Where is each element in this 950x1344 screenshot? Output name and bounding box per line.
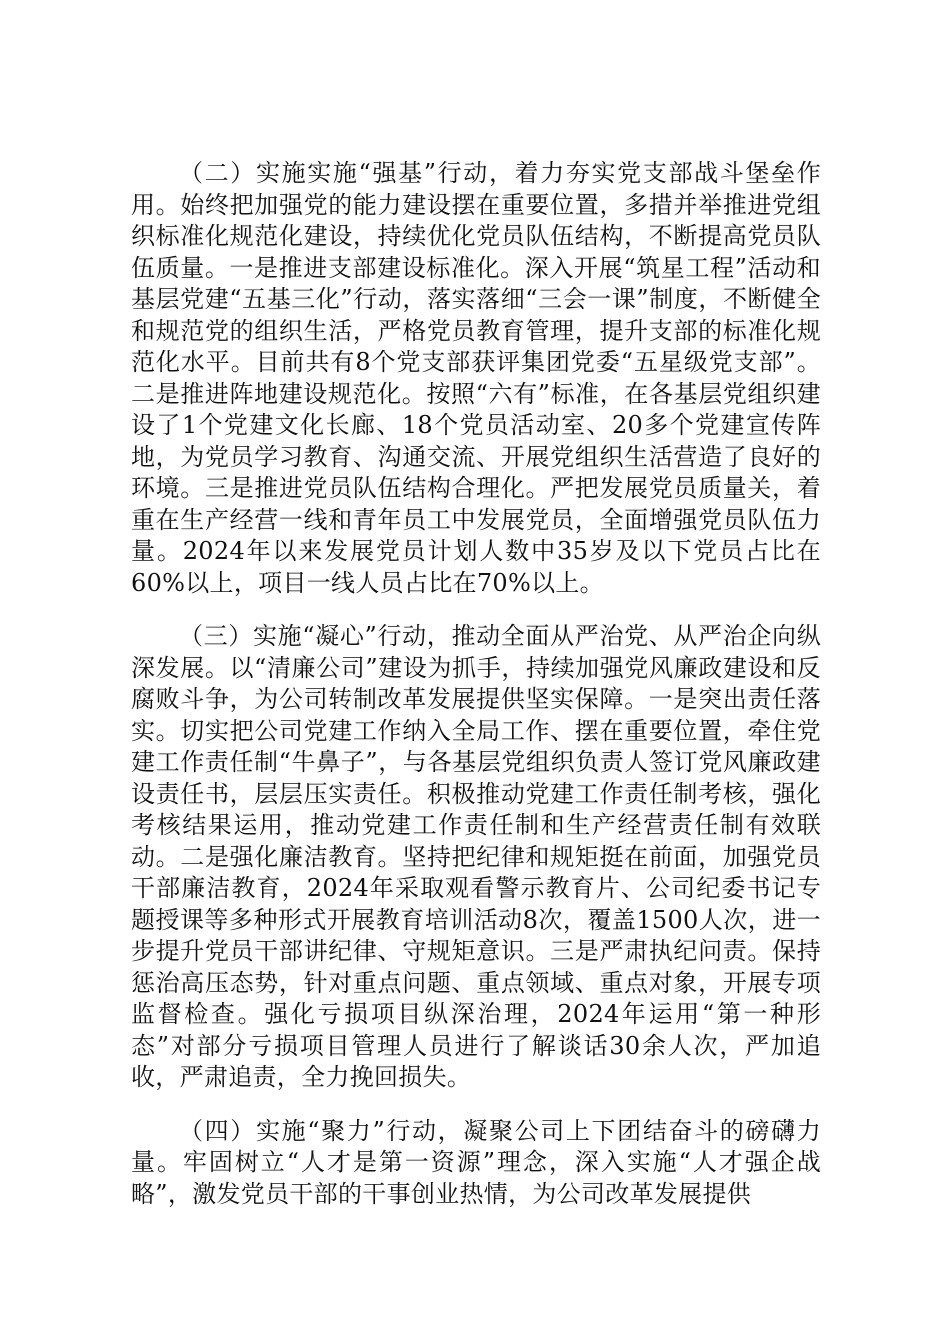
paragraph-qiangji: （二）实施实施“强基”行动，着力夯实党支部战斗堡垒作用。始终把加强党的能力建设摆在重要位置，多措并举推进党组织标准化规范化建设，持续优化党员队伍结构，不断提高党员队伍质量。一是推进支部建设标准化。深入开展“筑星工程”活动和基层党建“五基三化”行动，落实落细“三会一课”制度，不断健全和规范党的组织生活，严格党员教育管理，提升支部的标准化规范化水平。目前共有8个党支部获评集团党委“五星级党支部”。二是推进阵地建设规范化。按照“六有”标准，在各基层党组织建设了1个党建文化长廊、18个党员活动室、20多个党建宣传阵地，为党员学习教育、沟通交流、开展党组织生活营造了良好的环境。三是推进党员队伍结构合理化。严把发展党员质量关，着重在生产经营一线和青年员工中发展党员，全面增强党员队伍力量。2024年以来发展党员计划人数中35岁及以下党员占比在60%以上，项目一线人员占比在70%以上。 — [131, 159, 821, 597]
document-body — [131, 158, 821, 1210]
paragraph-juli: （四）实施“聚力”行动，凝聚公司上下团结奋斗的磅礴力量。牢固树立“人才是第一资源”理念，深入实施“人才强企战略”，激发党员干部的干事创业热情，为公司改革发展提供 — [131, 1116, 821, 1208]
paragraph-ningxin: （三）实施“凝心”行动，推动全面从严治党、从严治企向纵深发展。以“清廉公司”建设为抓手，持续加强党风廉政建设和反腐败斗争，为公司转制改革发展提供坚实保障。一是突出责任落实。切实把公司党建工作纳入全局工作、摆在重要位置，牵住党建工作责任制“牛鼻子”，与各基层党组织负责人签订党风廉政建设责任书，层层压实责任。积极推动党建工作责任制考核，强化考核结果运用，推动党建工作责任制和生产经营责任制有效联动。二是强化廉洁教育。坚持把纪律和规矩挺在前面，加强党员干部廉洁教育，2024年采取观看警示教育片、公司纪委书记专题授课等多种形式开展教育培训活动8次，覆盖1500人次，进一步提升党员干部讲纪律、守规矩意识。三是严肃执纪问责。保持惩治高压态势，针对重点问题、重点领域、重点对象，开展专项监督检查。强化亏损项目纵深治理，2024年运用“第一种形态”对部分亏损项目管理人员进行了解谈话30余人次，严加追收，严肃追责，全力挽回损失。 — [131, 622, 821, 1091]
